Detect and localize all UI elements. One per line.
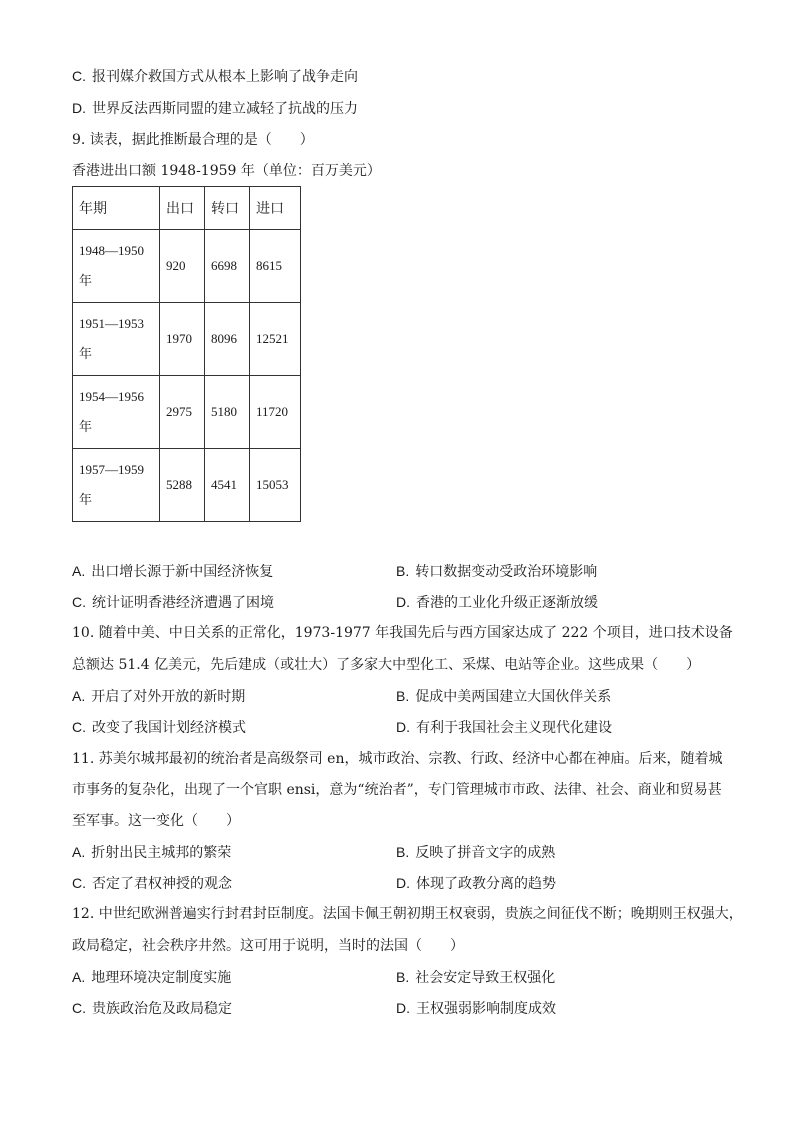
cell-reexport: 8096 bbox=[205, 303, 250, 376]
q8-option-c: C. 报刊媒介救国方式从根本上影响了战争走向 bbox=[72, 68, 358, 85]
header-export: 出口 bbox=[160, 187, 205, 230]
cell-export: 1970 bbox=[160, 303, 205, 376]
cell-import: 15053 bbox=[250, 449, 301, 522]
q9-option-b: B. 转口数据变动受政治环境影响 bbox=[396, 563, 598, 580]
q11-stem-line-1: 11. 苏美尔城邦最初的统治者是高级祭司 en，城市政治、宗教、行政、经济中心都在神庙。后来，随着城 bbox=[72, 751, 723, 767]
cell-period: 1957—1959 年 bbox=[73, 449, 160, 522]
q8-option-d: D. 世界反法西斯同盟的建立减轻了抗战的压力 bbox=[72, 100, 358, 117]
q9-option-c: C. 统计证明香港经济遭遇了困境 bbox=[72, 594, 274, 611]
cell-export: 920 bbox=[160, 230, 205, 303]
q12-option-a: A. 地理环境决定制度实施 bbox=[72, 969, 232, 986]
cell-import: 12521 bbox=[250, 303, 301, 376]
q12-stem-line-2: 政局稳定，社会秩序井然。这可用于说明，当时的法国（ ） bbox=[72, 938, 464, 954]
cell-period: 1948—1950 年 bbox=[73, 230, 160, 303]
table-row bbox=[73, 376, 301, 449]
q11-option-b: B. 反映了拼音文字的成熟 bbox=[396, 844, 556, 861]
table-row bbox=[73, 303, 301, 376]
q10-stem-line-1: 10. 随着中美、中日关系的正常化，1973-1977 年我国先后与西方国家达成了 222 个项目，进口技术设备 bbox=[72, 625, 733, 641]
q11-option-a: A. 折射出民主城邦的繁荣 bbox=[72, 844, 232, 861]
header-reexport: 转口 bbox=[205, 187, 250, 230]
cell-import: 8615 bbox=[250, 230, 301, 303]
q10-option-d: D. 有利于我国社会主义现代化建设 bbox=[396, 719, 612, 736]
header-import: 进口 bbox=[250, 187, 301, 230]
cell-import: 11720 bbox=[250, 376, 301, 449]
q11-stem-line-3: 至军事。这一变化（ ） bbox=[72, 813, 240, 829]
cell-export: 2975 bbox=[160, 376, 205, 449]
table-header-row bbox=[73, 187, 301, 230]
table-row bbox=[73, 449, 301, 522]
q11-option-c: C. 否定了君权神授的观念 bbox=[72, 875, 232, 892]
cell-period: 1954—1956 年 bbox=[73, 376, 160, 449]
cell-period: 1951—1953 年 bbox=[73, 303, 160, 376]
table-row bbox=[73, 230, 301, 303]
q9-stem: 9. 读表，据此推断最合理的是（ ） bbox=[72, 132, 314, 148]
q9-option-a: A. 出口增长源于新中国经济恢复 bbox=[72, 563, 274, 580]
cell-reexport: 4541 bbox=[205, 449, 250, 522]
q12-option-d: D. 王权强弱影响制度成效 bbox=[396, 1000, 556, 1017]
q11-stem-line-2: 市事务的复杂化，出现了一个官职 ensi，意为“统治者”，专门管理城市市政、法律、社会、商业和贸易甚 bbox=[72, 782, 722, 798]
q12-stem-line-1: 12. 中世纪欧洲普遍实行封君封臣制度。法国卡佩王朝初期王权衰弱，贵族之间征伐不断；晚期则王权强大， bbox=[72, 906, 743, 922]
q10-stem-line-2: 总额达 51.4 亿美元，先后建成（或壮大）了多家大中型化工、采煤、电站等企业。这些成果（ ） bbox=[72, 657, 701, 673]
q12-option-b: B. 社会安定导致王权强化 bbox=[396, 969, 556, 986]
q10-option-c: C. 改变了我国计划经济模式 bbox=[72, 719, 246, 736]
header-period: 年期 bbox=[73, 187, 160, 230]
cell-export: 5288 bbox=[160, 449, 205, 522]
q9-option-d: D. 香港的工业化升级正逐渐放缓 bbox=[396, 594, 598, 611]
cell-reexport: 6698 bbox=[205, 230, 250, 303]
cell-reexport: 5180 bbox=[205, 376, 250, 449]
q9-data-table bbox=[72, 186, 301, 522]
q12-option-c: C. 贵族政治危及政局稳定 bbox=[72, 1000, 232, 1017]
q11-option-d: D. 体现了政教分离的趋势 bbox=[396, 875, 556, 892]
q10-option-a: A. 开启了对外开放的新时期 bbox=[72, 688, 246, 705]
q9-table-caption: 香港进出口额 1948-1959 年（单位：百万美元） bbox=[72, 163, 381, 179]
q10-option-b: B. 促成中美两国建立大国伙伴关系 bbox=[396, 688, 612, 705]
